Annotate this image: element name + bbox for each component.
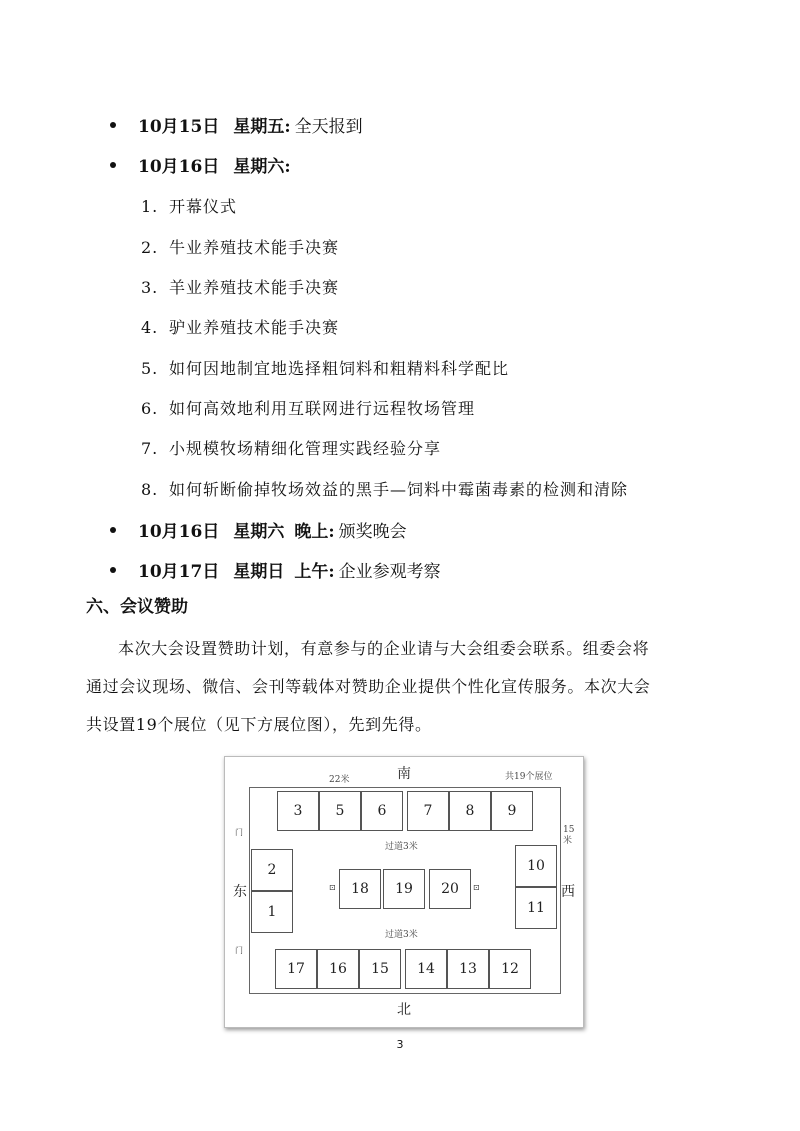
agenda-text: 羊业养殖技术能手决赛 [169,278,340,297]
agenda-item [141,477,628,500]
aisle-label-bottom: 过道3米 [385,930,418,940]
depth-label: 15米 [563,825,575,846]
schedule-detail: 全天报到 [294,117,363,137]
booth-3: 3 [277,791,319,831]
width-label: 22米 [329,775,350,785]
agenda-number: 3. [141,278,159,297]
agenda-item [141,315,339,338]
booth-19: 19 [383,869,425,909]
schedule-item-oct16-evening [110,517,407,542]
bullet-icon [110,122,116,128]
agenda-text: 如何因地制宜地选择粗饲料和粗精料科学配比 [169,359,510,378]
door-label: 门 [235,828,243,837]
schedule-day: 星期日 [233,562,285,582]
agenda-text: 驴业养殖技术能手决赛 [169,318,340,337]
schedule-date: 10月17日 [138,562,220,582]
page-number: 3 [396,1038,404,1051]
booth-17: 17 [275,949,317,989]
agenda-number: 4. [141,318,159,337]
schedule-date: 10月15日 [138,117,220,137]
booth-6: 6 [361,791,403,831]
direction-label-bottom: 北 [397,1002,411,1018]
connector-icon: ⊡ [329,883,336,892]
door-label: 门 [235,946,243,955]
direction-label-right: 西 [561,884,575,900]
booth-8: 8 [449,791,491,831]
direction-label-top: 南 [397,766,411,782]
bullet-icon [110,162,116,168]
agenda-item [141,436,441,459]
agenda-text: 如何斩断偷掉牧场效益的黑手—饲料中霉菌毒素的检测和清除 [169,480,629,499]
aisle-label-top: 过道3米 [385,842,418,852]
paragraph-line: 本次大会设置赞助计划，有意参与的企业请与大会组委会联系。组委会将 [118,639,650,658]
schedule-day: 星期六: [233,157,291,177]
schedule-time: 晚上: [294,522,335,542]
schedule-detail: 企业参观考察 [338,562,441,582]
bullet-icon [110,567,116,573]
booth-count-label: 共19个展位 [505,772,553,782]
booth-1: 1 [251,891,293,933]
booth-18: 18 [339,869,381,909]
bullet-icon [110,527,116,533]
agenda-number: 6. [141,399,159,418]
booth-13: 13 [447,949,489,989]
booth-9: 9 [491,791,533,831]
agenda-number: 8. [141,480,159,499]
section-heading: 六、会议赞助 [86,597,188,617]
booth-15: 15 [359,949,401,989]
schedule-time: 上午: [294,562,335,582]
paragraph-line: 通过会议现场、微信、会刊等载体对赞助企业提供个性化宣传服务。本次大会 [86,677,651,696]
booth-7: 7 [407,791,449,831]
agenda-text: 牛业养殖技术能手决赛 [169,238,340,257]
schedule-date: 10月16日 [138,157,220,177]
agenda-number: 7. [141,439,159,458]
agenda-item [141,235,339,258]
direction-label-left: 东 [233,884,247,900]
agenda-number: 1. [141,197,159,216]
agenda-item [141,275,339,298]
agenda-text: 开幕仪式 [169,197,238,216]
booth-10: 10 [515,845,557,887]
sponsorship-paragraph [86,630,726,744]
agenda-text: 小规模牧场精细化管理实践经验分享 [169,439,442,458]
booth-layout-diagram [224,756,584,1028]
agenda-item [141,396,475,419]
schedule-date: 10月16日 [138,522,220,542]
schedule-item-oct16 [110,152,291,177]
booth-11: 11 [515,887,557,929]
agenda-text: 如何高效地利用互联网进行远程牧场管理 [169,399,476,418]
connector-icon: ⊡ [473,883,480,892]
agenda-item [141,356,509,379]
schedule-day: 星期五: [233,117,291,137]
agenda-number: 2. [141,238,159,257]
schedule-detail: 颁奖晚会 [338,522,407,542]
agenda-number: 5. [141,359,159,378]
schedule-item-oct15 [110,112,363,137]
schedule-item-oct17 [110,557,441,582]
booth-5: 5 [319,791,361,831]
schedule-day: 星期六 [233,522,285,542]
booth-14: 14 [405,949,447,989]
booth-12: 12 [489,949,531,989]
paragraph-line: 共设置19个展位（见下方展位图），先到先得。 [86,715,432,734]
booth-16: 16 [317,949,359,989]
agenda-item [141,194,237,217]
booth-2: 2 [251,849,293,891]
booth-20: 20 [429,869,471,909]
